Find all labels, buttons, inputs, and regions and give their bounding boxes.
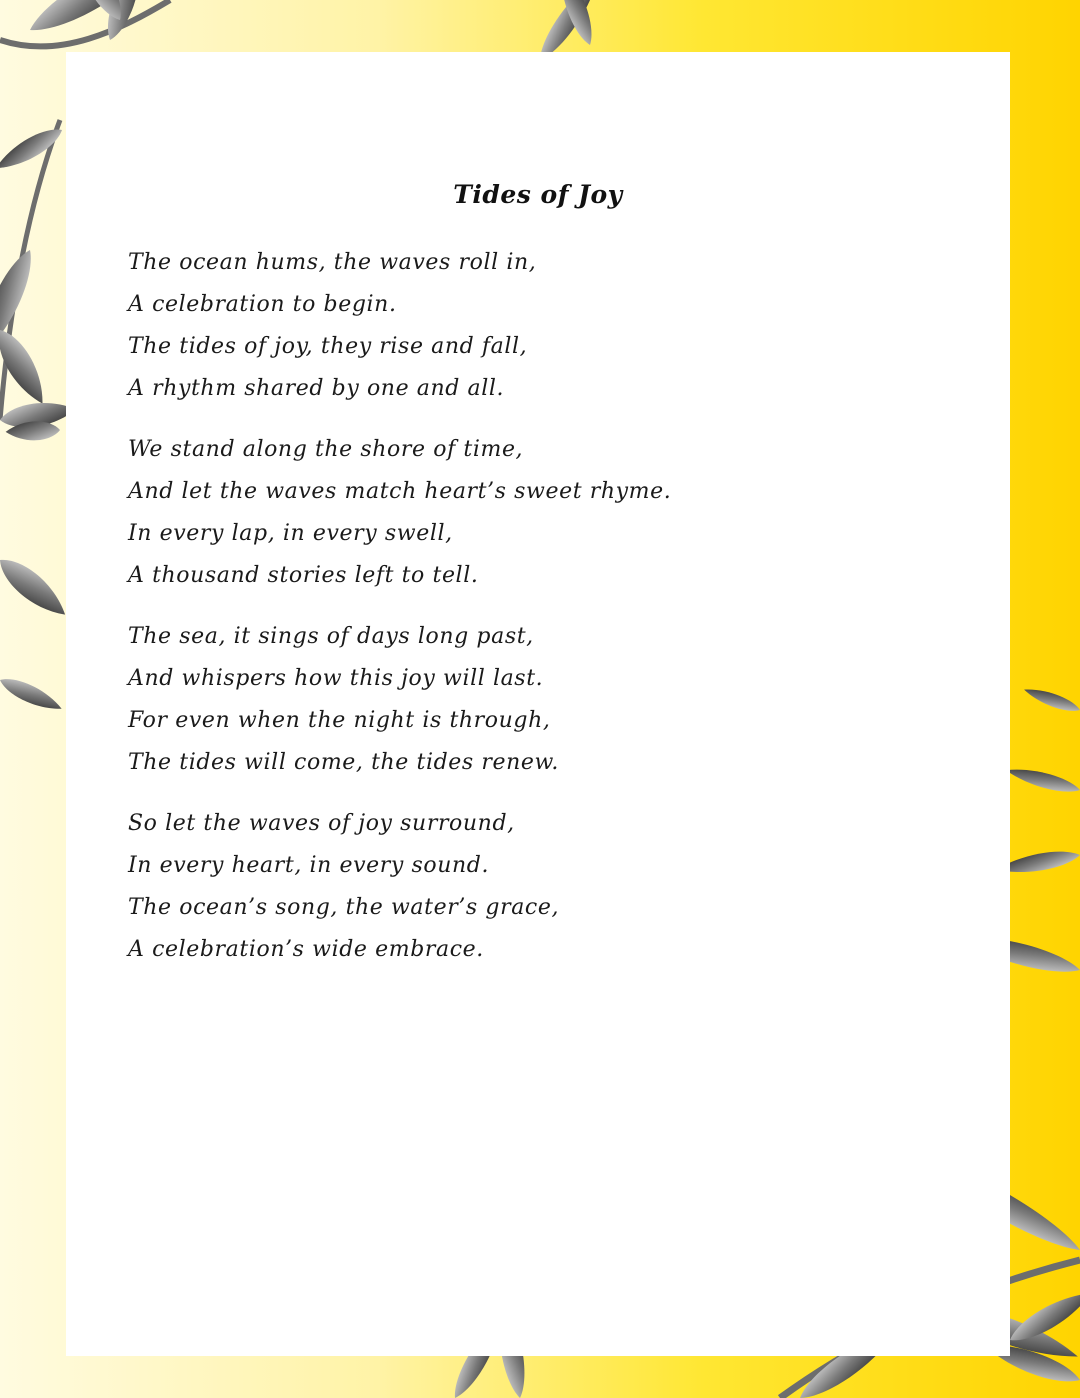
poem-line: The sea, it sings of days long past, xyxy=(128,624,534,649)
poem-line: The ocean hums, the waves roll in, xyxy=(128,250,537,275)
stanza xyxy=(128,803,988,971)
poem-line: We stand along the shore of time, xyxy=(128,437,524,462)
poem-title: Tides of Joy xyxy=(453,180,623,209)
poem-line: In every lap, in every swell, xyxy=(128,521,453,546)
poem-line: For even when the night is through, xyxy=(128,708,551,733)
poem-line: A thousand stories left to tell. xyxy=(128,563,479,588)
poem-page xyxy=(66,52,1010,1356)
stanza xyxy=(128,616,988,784)
poem-line: So let the waves of joy surround, xyxy=(128,811,515,836)
poem-line: A celebration’s wide embrace. xyxy=(128,937,484,962)
poem-line: And let the waves match heart’s sweet rhyme. xyxy=(128,479,672,504)
stanza xyxy=(128,429,988,597)
poem-line: The tides of joy, they rise and fall, xyxy=(128,334,528,359)
poem-line: The tides will come, the tides renew. xyxy=(128,750,559,775)
poem-line: A rhythm shared by one and all. xyxy=(128,376,505,401)
poem-line: And whispers how this joy will last. xyxy=(128,666,544,691)
stanza xyxy=(128,242,988,410)
poem-line: A celebration to begin. xyxy=(128,292,397,317)
poem-line: In every heart, in every sound. xyxy=(128,853,490,878)
poem-line: The ocean’s song, the water’s grace, xyxy=(128,895,560,920)
poem-body xyxy=(128,242,988,990)
